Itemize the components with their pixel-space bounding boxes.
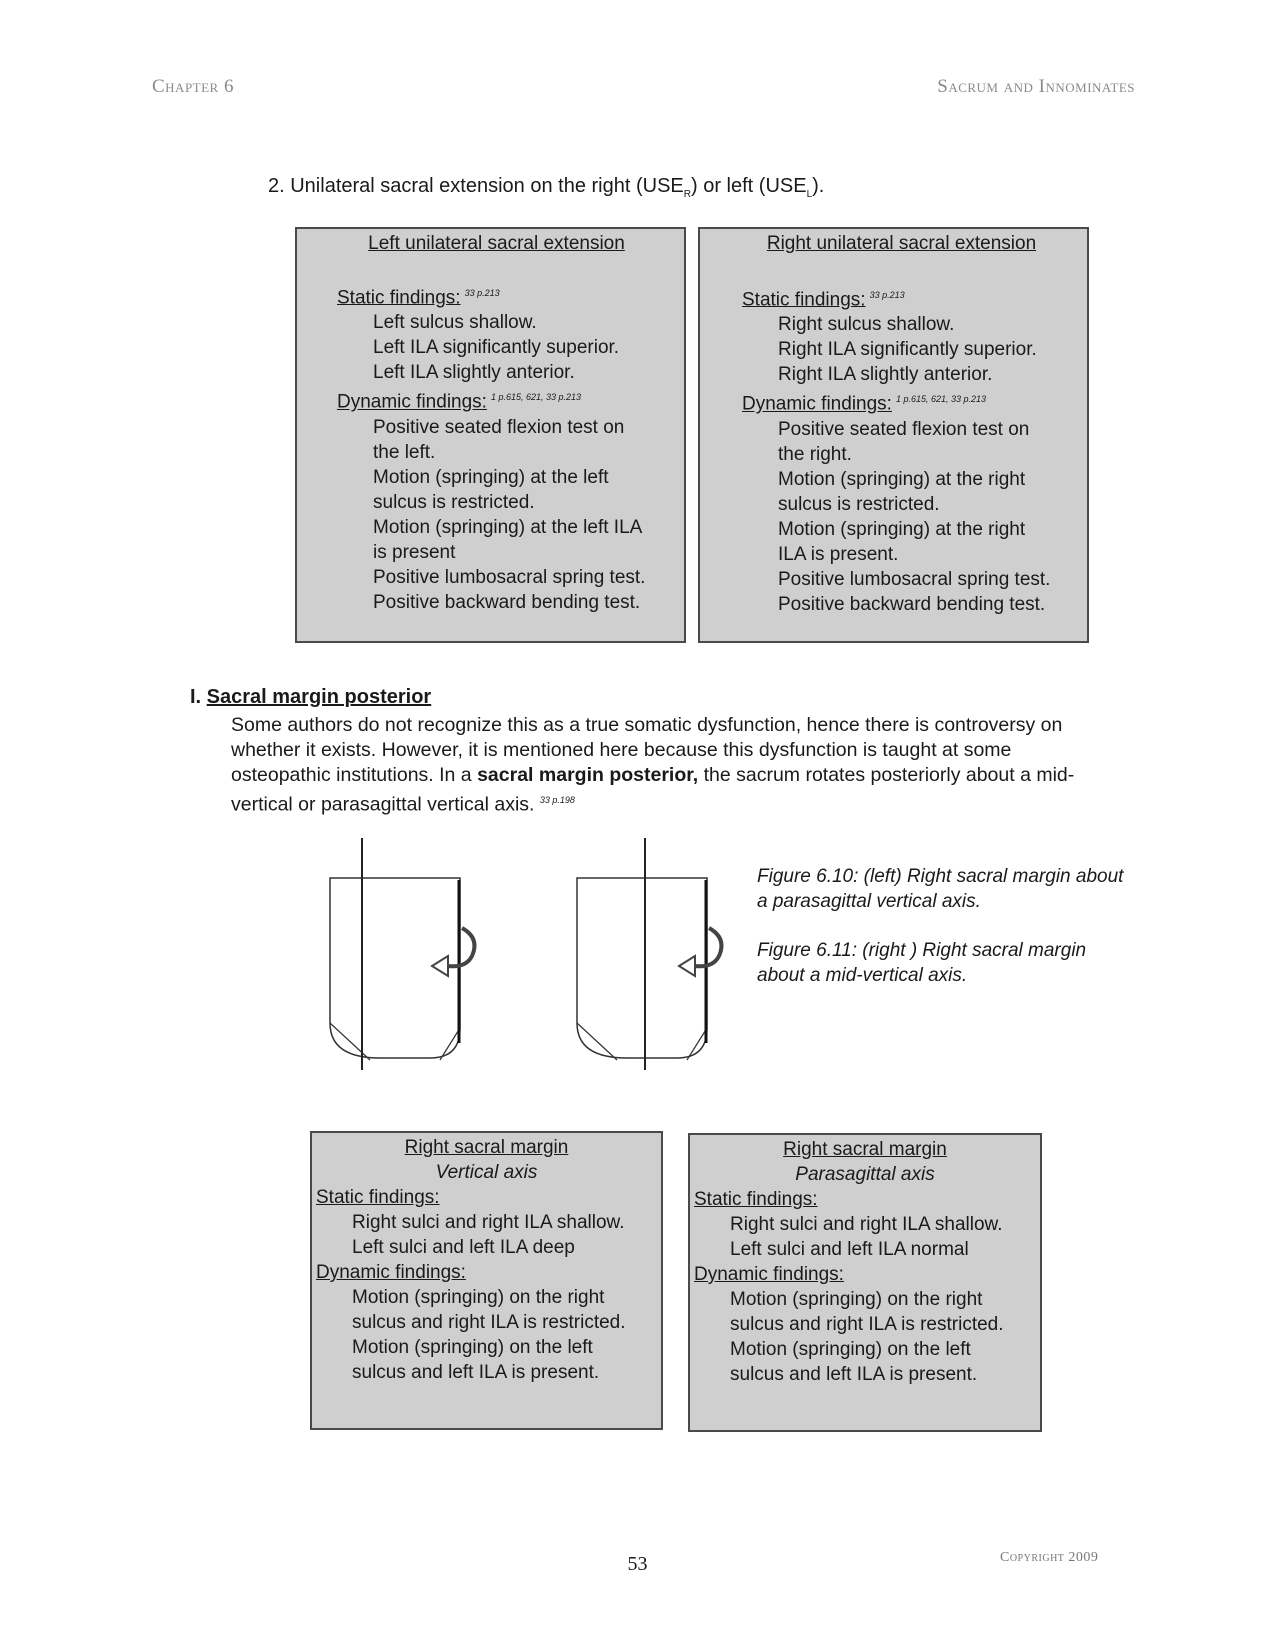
finding-item: Left sulcus shallow. [373, 312, 537, 334]
right-use-box [698, 227, 1089, 643]
finding-item: Left ILA slightly anterior. [373, 362, 575, 384]
dynamic-ref: 1 p.615, 621, 33 p.213 [490, 392, 582, 403]
static-ref: 33 p.213 [464, 288, 500, 298]
finding-item: sulcus and left ILA is present. [352, 1362, 600, 1383]
finding-item: Left ILA significantly superior. [373, 337, 620, 359]
para-ref: 33 p.198 [539, 795, 575, 805]
static-findings-label: Static findings: [694, 1189, 818, 1210]
para-part-2: the sacrum rotates posteriorly about a mid-vertical or parasagittal vertical axis. [231, 764, 1075, 816]
box-subtitle: Parasagittal axis [795, 1164, 935, 1185]
item-2-sub-l: L [806, 189, 813, 200]
dynamic-findings-label: Dynamic findings: [742, 393, 892, 415]
box-subtitle: Vertical axis [435, 1162, 538, 1183]
item-2-middle: ) or left (USE [691, 175, 807, 197]
dynamic-findings-label: Dynamic findings: [337, 391, 487, 413]
finding-item: Motion (springing) on the left [352, 1337, 593, 1358]
finding-item: Motion (springing) at the left [373, 466, 609, 488]
static-findings-label: Static findings: [316, 1187, 440, 1208]
dynamic-findings-label: Dynamic findings: [316, 1262, 466, 1283]
page-number: 53 [627, 1553, 648, 1575]
copyright: Copyright 2009 [1000, 1550, 1099, 1565]
finding-item: sulcus is restricted. [373, 491, 535, 513]
finding-item: Right sulci and right ILA shallow. [352, 1212, 625, 1233]
finding-item: Motion (springing) on the right [730, 1289, 983, 1310]
para-part-1: Some authors do not recognize this as a true somatic dysfunction, hence there is controversy on whether it exists. However, it is mentioned here because this dysfunction is taught at some osteopathic institutions. In a [231, 714, 1063, 786]
finding-item: the left. [373, 441, 436, 463]
finding-item: Motion (springing) on the right [352, 1287, 605, 1308]
finding-item: Positive seated flexion test on [778, 418, 1030, 440]
finding-item: Left sulci and left ILA deep [352, 1237, 575, 1258]
finding-item: is present [373, 541, 456, 563]
left-use-box [295, 227, 686, 643]
box-title: Right unilateral sacral extension [766, 233, 1037, 254]
chapter-header: Chapter 6 [152, 76, 234, 97]
figure-6-11-diagram [567, 838, 727, 1073]
vertical-axis-box [310, 1131, 663, 1430]
figure-6-10-diagram [320, 838, 480, 1073]
section-header: Sacrum and Innominates [937, 76, 1135, 97]
finding-item: Right ILA significantly superior. [778, 339, 1037, 361]
box-title: Right sacral margin [783, 1139, 947, 1160]
parasagittal-axis-box [688, 1133, 1042, 1432]
finding-item: Right sulci and right ILA shallow. [730, 1214, 1003, 1235]
static-findings-label: Static findings: [337, 287, 461, 309]
finding-item: Positive backward bending test. [373, 591, 641, 613]
box-title: Left unilateral sacral extension [368, 233, 625, 254]
item-2-suffix: ). [812, 175, 825, 197]
finding-item: sulcus is restricted. [778, 493, 940, 515]
item-2-sub-r: R [683, 189, 691, 200]
finding-item: sulcus and right ILA is restricted. [730, 1314, 1004, 1335]
finding-item: Positive lumbosacral spring test. [778, 568, 1051, 590]
finding-item: Left sulci and left ILA normal [730, 1239, 969, 1260]
finding-item: Motion (springing) at the right [778, 468, 1026, 490]
static-ref: 33 p.213 [869, 290, 905, 300]
dynamic-ref: 1 p.615, 621, 33 p.213 [895, 394, 987, 405]
figure-6-11-caption: Figure 6.11: (right ) Right sacral margin about a mid-vertical axis. [757, 940, 1087, 986]
finding-item: Positive lumbosacral spring test. [373, 566, 646, 588]
finding-item: Right sulcus shallow. [778, 314, 955, 336]
dynamic-findings-label: Dynamic findings: [694, 1264, 844, 1285]
item-2-heading [268, 175, 824, 200]
item-2-prefix: 2. Unilateral sacral extension on the right (USE [268, 175, 684, 197]
finding-item: Positive seated flexion test on [373, 416, 625, 438]
finding-item: sulcus and right ILA is restricted. [352, 1312, 626, 1333]
section-i-label: I. [190, 686, 207, 708]
static-findings-label: Static findings: [742, 289, 866, 311]
finding-item: the right. [778, 443, 852, 465]
finding-item: Positive backward bending test. [778, 593, 1046, 615]
finding-item: sulcus and left ILA is present. [730, 1364, 978, 1385]
para-bold-term: sacral margin posterior, [477, 764, 699, 786]
section-i-heading [190, 686, 431, 709]
finding-item: Motion (springing) at the right [778, 518, 1026, 540]
finding-item: Motion (springing) on the left [730, 1339, 971, 1360]
section-i-title: Sacral margin posterior [206, 686, 432, 708]
finding-item: ILA is present. [778, 543, 899, 565]
finding-item: Motion (springing) at the left ILA [373, 516, 643, 538]
section-i-paragraph [231, 713, 1111, 818]
box-title: Right sacral margin [404, 1137, 569, 1158]
finding-item: Right ILA slightly anterior. [778, 364, 993, 386]
figure-6-10-caption: Figure 6.10: (left) Right sacral margin about a parasagittal vertical axis. [757, 866, 1124, 912]
